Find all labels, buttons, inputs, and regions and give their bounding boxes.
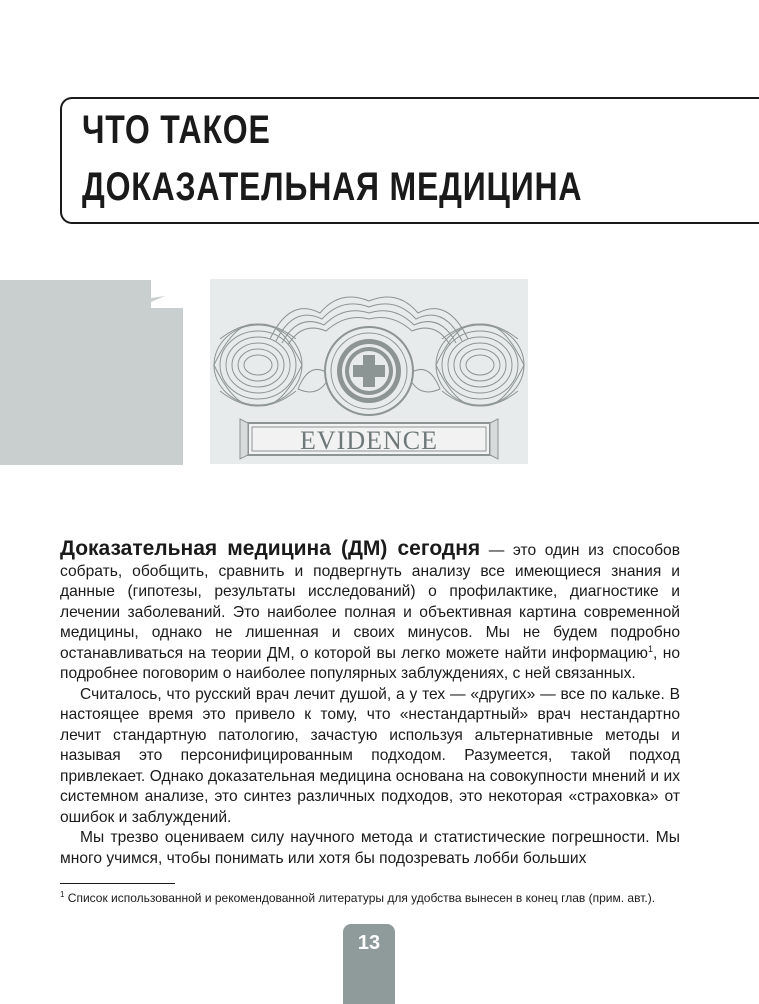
paragraph-3: Мы трезво оцениваем силу научного метода и статистические погрешности. Мы много учимся, чтобы понимать или хотя бы подозревать лобби больших — [60, 829, 680, 867]
chapter-title-line-1: ЧТО ТАКОЕ — [82, 108, 271, 152]
footnote-text: Список использованной и рекомендованной литературы для удобства вынесен в конец глав (прим. авт.). — [64, 891, 656, 905]
paragraph-2: Считалось, что русский врач лечит душой, а у тех — «других» — все по кальке. В настоящее время это привело к тому, что «нестандартный» врач нестандартно лечит стандартную патологию, зачастую используя альтернативные методы и называя это персонифицированным подходом. Разумеется, такой подход привлекает. Однако доказательная медицина основана на совокупности мнений и их системном анализе, это синтез различных подходов, это некоторая «страховка» от ошибок и заблуждений. — [60, 685, 680, 826]
corner-notch-shape — [0, 280, 183, 465]
evidence-seal-svg — [210, 279, 528, 464]
paragraph-1 — [60, 539, 680, 685]
chapter-title-line-2: ДОКАЗАТЕЛЬНАЯ МЕДИЦИНА — [82, 165, 583, 209]
evidence-seal-illustration — [210, 279, 528, 464]
footnote-ref: 1 — [648, 643, 654, 654]
page-number: 13 — [357, 932, 381, 954]
footnote-divider — [60, 883, 175, 884]
footnote-number: 1 — [60, 890, 65, 899]
paragraph-1-text-b: , но подробнее поговорим о наиболее популярных заблуждениях, с ней связанных. — [60, 644, 681, 682]
page-number-tab — [343, 924, 395, 1004]
lead-term: Доказательная медицина (ДМ) сегодня — [60, 537, 481, 560]
paragraph-1-text-a: — это один из способов собрать, обобщить, сравнить и подвергнуть анализу все имеющиеся знания и данные (гипотезы, результаты исследований) о профилактике, диагностике и лечении заболеваний. Это наиболее полная и объективная картина современной медицины, однако не лишенная и своих минусов. Мы не будем подробно останавливаться на теории ДМ, о которой вы легко можете найти информацию — [60, 542, 680, 662]
main-text — [60, 539, 680, 869]
footnote — [60, 890, 710, 906]
medical-cross-medallion — [325, 327, 413, 415]
evidence-label: EVIDENCE — [300, 426, 438, 455]
decorative-gray-block — [0, 280, 183, 465]
